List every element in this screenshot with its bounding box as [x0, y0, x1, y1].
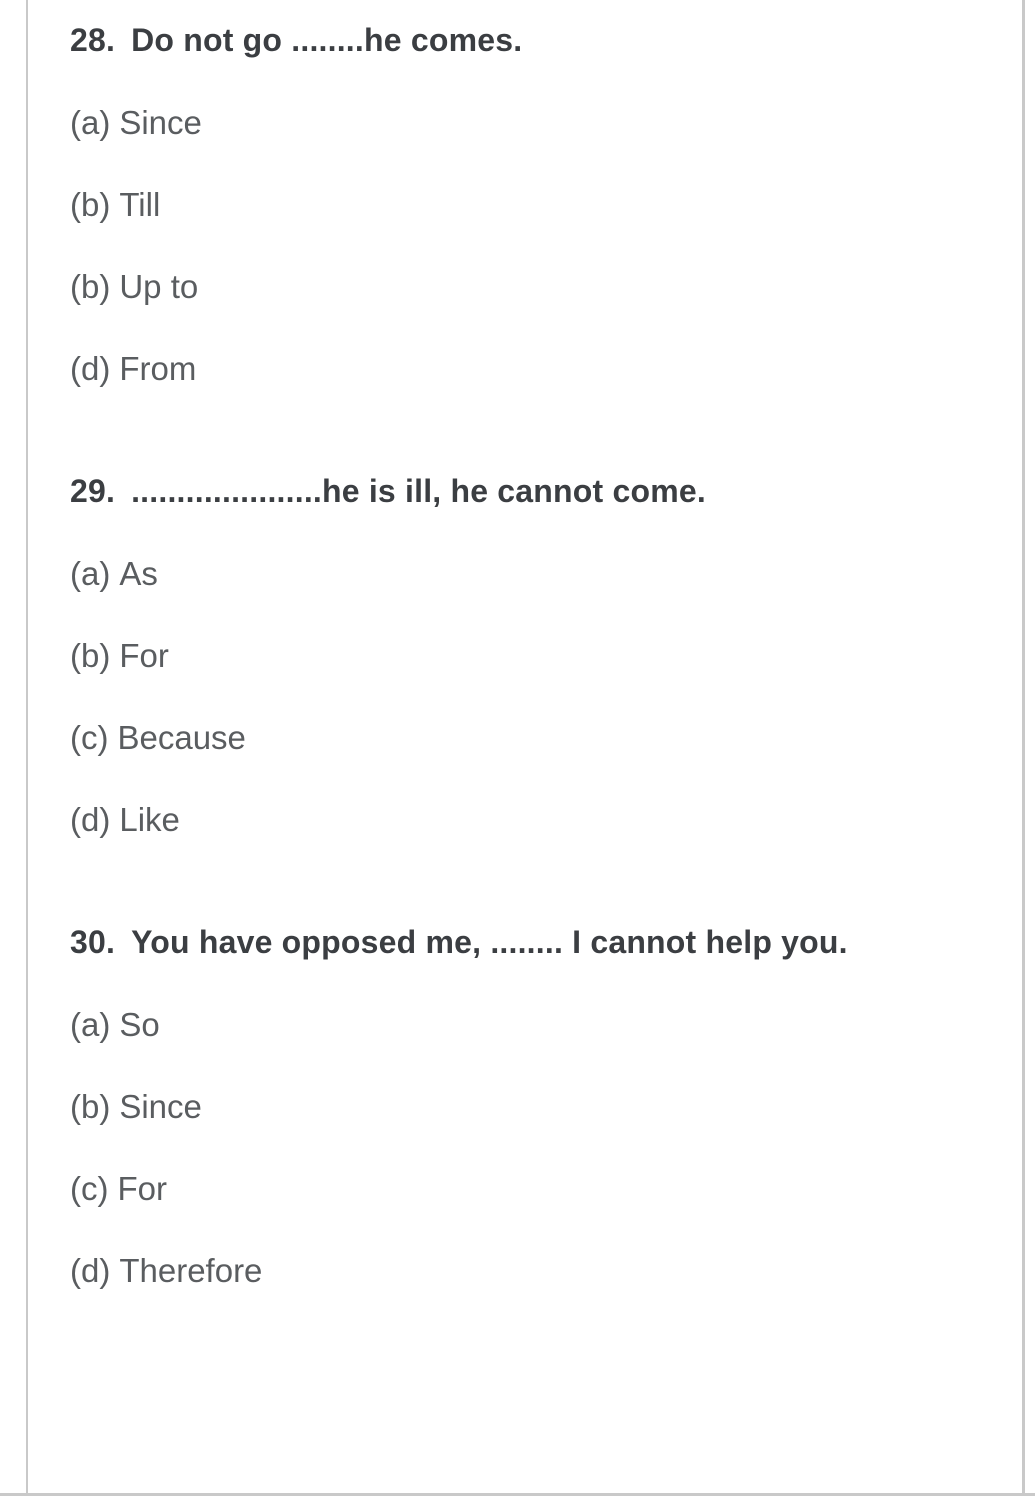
option-label: (c) [70, 1170, 109, 1207]
right-border-line [1022, 0, 1025, 1496]
answer-option [70, 718, 950, 758]
question-number: 28. [70, 22, 116, 58]
option-label: (d) [70, 1252, 111, 1289]
answer-option [70, 1087, 950, 1127]
question-block-29 [70, 471, 950, 840]
question-text: .....................he is ill, he cannot come. [131, 473, 706, 509]
option-text: Till [119, 186, 161, 223]
option-text: From [119, 350, 197, 387]
option-text: Up to [119, 268, 199, 305]
option-text: Like [119, 801, 180, 838]
answer-option [70, 103, 950, 143]
option-label: (b) [70, 268, 111, 305]
question-text: You have opposed me, ........ I cannot help you. [131, 924, 848, 960]
question-text: Do not go ........he comes. [131, 22, 523, 58]
option-label: (a) [70, 1006, 111, 1043]
option-label: (d) [70, 350, 111, 387]
answer-option [70, 554, 950, 594]
option-text: For [119, 637, 169, 674]
question-block-30 [70, 922, 950, 1291]
answer-option [70, 1005, 950, 1045]
question-heading [70, 471, 950, 511]
option-text: Since [119, 1088, 202, 1125]
option-label: (a) [70, 104, 111, 141]
option-text: Therefore [119, 1252, 263, 1289]
option-label: (b) [70, 1088, 111, 1125]
answer-option [70, 185, 950, 225]
option-label: (b) [70, 637, 111, 674]
answer-option [70, 1251, 950, 1291]
left-border-line [26, 0, 28, 1496]
answer-option [70, 1169, 950, 1209]
option-label: (c) [70, 719, 109, 756]
answer-option [70, 800, 950, 840]
question-number: 29. [70, 473, 116, 509]
question-number: 30. [70, 924, 116, 960]
option-text: So [119, 1006, 160, 1043]
option-text: For [117, 1170, 167, 1207]
option-text: Since [119, 104, 202, 141]
option-text: Because [117, 719, 246, 756]
option-label: (b) [70, 186, 111, 223]
question-heading [70, 922, 950, 962]
answer-option [70, 349, 950, 389]
quiz-content [70, 20, 950, 1373]
question-heading [70, 20, 950, 60]
answer-option [70, 636, 950, 676]
question-block-28 [70, 20, 950, 389]
option-label: (a) [70, 555, 111, 592]
option-text: As [119, 555, 158, 592]
option-label: (d) [70, 801, 111, 838]
answer-option [70, 267, 950, 307]
